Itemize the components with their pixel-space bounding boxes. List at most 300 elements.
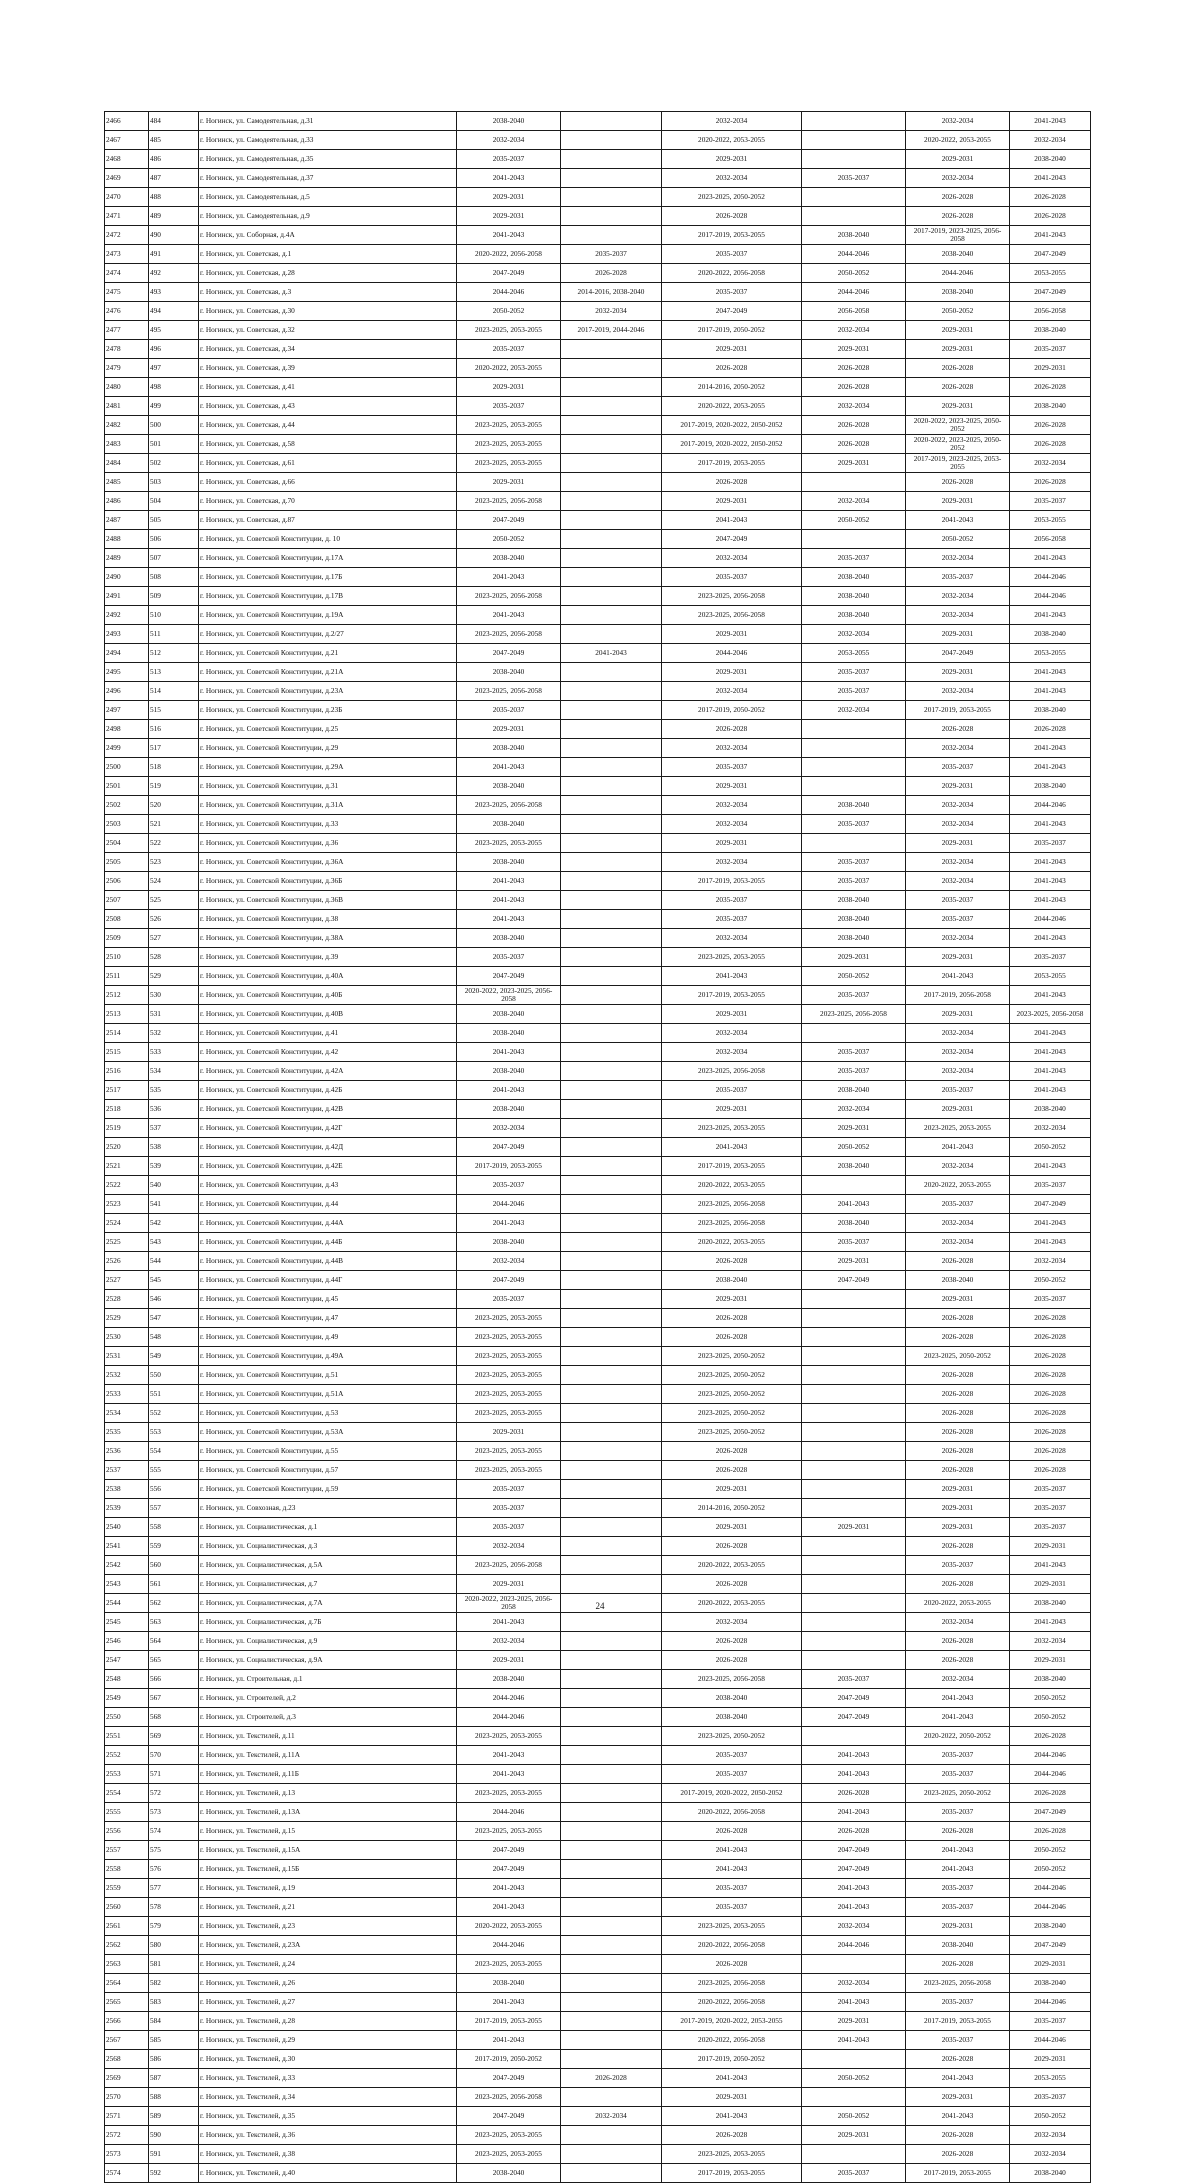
cell-period-2 xyxy=(561,929,662,948)
cell-house-number: 531 xyxy=(149,1005,199,1024)
cell-period-6: 2041-2043 xyxy=(1010,739,1091,758)
cell-period-1: 2023-2025, 2053-2055 xyxy=(457,1727,561,1746)
cell-period-4 xyxy=(802,1290,906,1309)
cell-row-index: 2549 xyxy=(105,1689,149,1708)
cell-period-2 xyxy=(561,1271,662,1290)
cell-period-4: 2041-2043 xyxy=(802,1765,906,1784)
cell-period-5: 2017-2019, 2056-2058 xyxy=(906,986,1010,1005)
cell-house-number: 584 xyxy=(149,2012,199,2031)
cell-house-number: 587 xyxy=(149,2069,199,2088)
cell-period-4 xyxy=(802,720,906,739)
cell-address: г. Ногинск, ул. Советской Конституции, д.21 xyxy=(199,644,457,663)
cell-period-4: 2041-2043 xyxy=(802,2031,906,2050)
cell-house-number: 526 xyxy=(149,910,199,929)
cell-house-number: 557 xyxy=(149,1499,199,1518)
cell-row-index: 2550 xyxy=(105,1708,149,1727)
cell-period-1: 2047-2049 xyxy=(457,1841,561,1860)
table-row xyxy=(105,1917,1091,1936)
cell-address: г. Ногинск, ул. Социалистическая, д.9 xyxy=(199,1632,457,1651)
cell-period-6: 2026-2028 xyxy=(1010,1366,1091,1385)
cell-period-4: 2050-2052 xyxy=(802,1138,906,1157)
table-row xyxy=(105,1727,1091,1746)
cell-period-6: 2041-2043 xyxy=(1010,872,1091,891)
cell-address: г. Ногинск, ул. Текстилей, д.33 xyxy=(199,2069,457,2088)
cell-period-1: 2041-2043 xyxy=(457,1765,561,1784)
cell-period-1: 2041-2043 xyxy=(457,1879,561,1898)
cell-house-number: 523 xyxy=(149,853,199,872)
cell-period-3: 2020-2022, 2056-2058 xyxy=(662,2031,802,2050)
cell-row-index: 2522 xyxy=(105,1176,149,1195)
cell-period-5: 2029-2031 xyxy=(906,1100,1010,1119)
cell-period-2 xyxy=(561,1442,662,1461)
cell-period-5: 2026-2028 xyxy=(906,1575,1010,1594)
cell-period-1: 2041-2043 xyxy=(457,1993,561,2012)
cell-period-6: 2041-2043 xyxy=(1010,1613,1091,1632)
cell-period-6: 2038-2040 xyxy=(1010,321,1091,340)
cell-address: г. Ногинск, ул. Советская, д.66 xyxy=(199,473,457,492)
cell-period-1: 2038-2040 xyxy=(457,1974,561,1993)
cell-period-4: 2035-2037 xyxy=(802,815,906,834)
cell-period-2 xyxy=(561,568,662,587)
cell-period-5: 2017-2019, 2053-2055 xyxy=(906,2164,1010,2183)
cell-period-1: 2029-2031 xyxy=(457,720,561,739)
table-row xyxy=(105,169,1091,188)
cell-period-6: 2044-2046 xyxy=(1010,2031,1091,2050)
cell-house-number: 554 xyxy=(149,1442,199,1461)
cell-period-5: 2041-2043 xyxy=(906,967,1010,986)
cell-house-number: 579 xyxy=(149,1917,199,1936)
cell-period-5: 2029-2031 xyxy=(906,397,1010,416)
table-row xyxy=(105,1651,1091,1670)
cell-period-6: 2044-2046 xyxy=(1010,796,1091,815)
cell-period-5: 2032-2034 xyxy=(906,682,1010,701)
cell-period-1: 2035-2037 xyxy=(457,1499,561,1518)
cell-period-3: 2023-2025, 2050-2052 xyxy=(662,1366,802,1385)
cell-period-6: 2056-2058 xyxy=(1010,530,1091,549)
cell-house-number: 560 xyxy=(149,1556,199,1575)
cell-period-3: 2035-2037 xyxy=(662,758,802,777)
cell-period-6: 2026-2028 xyxy=(1010,1461,1091,1480)
cell-row-index: 2534 xyxy=(105,1404,149,1423)
cell-period-3: 2026-2028 xyxy=(662,359,802,378)
cell-period-4: 2035-2037 xyxy=(802,1670,906,1689)
table-row xyxy=(105,2088,1091,2107)
cell-row-index: 2474 xyxy=(105,264,149,283)
table-row xyxy=(105,682,1091,701)
cell-row-index: 2512 xyxy=(105,986,149,1005)
cell-period-1: 2050-2052 xyxy=(457,530,561,549)
cell-period-2: 2026-2028 xyxy=(561,264,662,283)
cell-house-number: 492 xyxy=(149,264,199,283)
cell-period-2 xyxy=(561,1005,662,1024)
cell-address: г. Ногинск, ул. Советской Конституции, д.33 xyxy=(199,815,457,834)
cell-period-2 xyxy=(561,169,662,188)
cell-period-5: 2035-2037 xyxy=(906,1803,1010,1822)
cell-period-1: 2044-2046 xyxy=(457,1708,561,1727)
cell-house-number: 534 xyxy=(149,1062,199,1081)
cell-period-4: 2041-2043 xyxy=(802,1195,906,1214)
cell-period-6: 2026-2028 xyxy=(1010,1309,1091,1328)
cell-period-4: 2038-2040 xyxy=(802,587,906,606)
cell-period-2 xyxy=(561,340,662,359)
cell-period-1: 2038-2040 xyxy=(457,1100,561,1119)
cell-period-2 xyxy=(561,1556,662,1575)
cell-address: г. Ногинск, ул. Текстилей, д.40 xyxy=(199,2164,457,2183)
cell-period-1: 2038-2040 xyxy=(457,663,561,682)
page-number: 24 xyxy=(595,1601,605,1611)
cell-house-number: 508 xyxy=(149,568,199,587)
cell-period-5: 2026-2028 xyxy=(906,1442,1010,1461)
cell-period-2 xyxy=(561,1974,662,1993)
cell-house-number: 509 xyxy=(149,587,199,606)
cell-period-5: 2017-2019, 2053-2055 xyxy=(906,2012,1010,2031)
cell-period-6: 2035-2037 xyxy=(1010,1499,1091,1518)
cell-period-1: 2023-2025, 2056-2058 xyxy=(457,492,561,511)
cell-address: г. Ногинск, ул. Советской Конституции, д.29А xyxy=(199,758,457,777)
cell-period-6: 2041-2043 xyxy=(1010,758,1091,777)
cell-period-5: 2029-2031 xyxy=(906,1005,1010,1024)
cell-address: г. Ногинск, ул. Социалистическая, д.9А xyxy=(199,1651,457,1670)
cell-period-4: 2035-2037 xyxy=(802,1043,906,1062)
cell-period-6: 2053-2055 xyxy=(1010,264,1091,283)
cell-period-5: 2026-2028 xyxy=(906,1385,1010,1404)
cell-period-3: 2026-2028 xyxy=(662,207,802,226)
cell-period-2 xyxy=(561,2088,662,2107)
cell-house-number: 510 xyxy=(149,606,199,625)
cell-period-2 xyxy=(561,2012,662,2031)
cell-address: г. Ногинск, ул. Советская, д.87 xyxy=(199,511,457,530)
cell-period-6: 2053-2055 xyxy=(1010,511,1091,530)
cell-row-index: 2492 xyxy=(105,606,149,625)
cell-period-1: 2047-2049 xyxy=(457,644,561,663)
cell-address: г. Ногинск, ул. Строителей, д.3 xyxy=(199,1708,457,1727)
cell-period-4 xyxy=(802,2145,906,2164)
cell-period-4 xyxy=(802,1176,906,1195)
cell-address: г. Ногинск, ул. Советской Конституции, д.17В xyxy=(199,587,457,606)
cell-period-5: 2020-2022, 2023-2025, 2050-2052 xyxy=(906,416,1010,435)
cell-period-6: 2026-2028 xyxy=(1010,435,1091,454)
cell-row-index: 2568 xyxy=(105,2050,149,2069)
cell-period-4 xyxy=(802,1537,906,1556)
cell-period-3: 2017-2019, 2050-2052 xyxy=(662,321,802,340)
cell-period-3: 2035-2037 xyxy=(662,910,802,929)
cell-period-1: 2023-2025, 2053-2055 xyxy=(457,454,561,473)
cell-period-5: 2029-2031 xyxy=(906,1290,1010,1309)
table-row xyxy=(105,1423,1091,1442)
cell-period-2 xyxy=(561,1936,662,1955)
cell-address: г. Ногинск, ул. Советской Конституции, д.49 xyxy=(199,1328,457,1347)
cell-period-6: 2035-2037 xyxy=(1010,1480,1091,1499)
cell-row-index: 2513 xyxy=(105,1005,149,1024)
cell-period-3: 2035-2037 xyxy=(662,1765,802,1784)
cell-row-index: 2524 xyxy=(105,1214,149,1233)
cell-period-2 xyxy=(561,834,662,853)
cell-row-index: 2532 xyxy=(105,1366,149,1385)
cell-row-index: 2530 xyxy=(105,1328,149,1347)
cell-row-index: 2543 xyxy=(105,1575,149,1594)
table-row xyxy=(105,872,1091,891)
cell-period-1: 2041-2043 xyxy=(457,1043,561,1062)
cell-period-3: 2041-2043 xyxy=(662,2107,802,2126)
cell-period-6: 2050-2052 xyxy=(1010,1689,1091,1708)
cell-period-6: 2035-2037 xyxy=(1010,948,1091,967)
cell-period-2 xyxy=(561,663,662,682)
cell-address: г. Ногинск, ул. Советской Конституции, д.17Б xyxy=(199,568,457,587)
cell-period-4: 2050-2052 xyxy=(802,511,906,530)
cell-row-index: 2531 xyxy=(105,1347,149,1366)
cell-period-4 xyxy=(802,1347,906,1366)
cell-period-3: 2035-2037 xyxy=(662,283,802,302)
cell-row-index: 2516 xyxy=(105,1062,149,1081)
cell-period-3: 2023-2025, 2053-2055 xyxy=(662,2145,802,2164)
cell-period-4: 2035-2037 xyxy=(802,549,906,568)
table-row xyxy=(105,1518,1091,1537)
cell-row-index: 2479 xyxy=(105,359,149,378)
cell-period-4 xyxy=(802,2050,906,2069)
table-row xyxy=(105,1974,1091,1993)
cell-row-index: 2500 xyxy=(105,758,149,777)
cell-row-index: 2564 xyxy=(105,1974,149,1993)
cell-house-number: 518 xyxy=(149,758,199,777)
cell-period-1: 2038-2040 xyxy=(457,1062,561,1081)
cell-period-6: 2032-2034 xyxy=(1010,1119,1091,1138)
cell-period-5: 2032-2034 xyxy=(906,549,1010,568)
cell-period-5: 2035-2037 xyxy=(906,1556,1010,1575)
cell-period-3: 2032-2034 xyxy=(662,169,802,188)
cell-address: г. Ногинск, ул. Текстилей, д.34 xyxy=(199,2088,457,2107)
cell-period-4 xyxy=(802,473,906,492)
cell-address: г. Ногинск, ул. Советской Конституции, д.42Б xyxy=(199,1081,457,1100)
cell-house-number: 561 xyxy=(149,1575,199,1594)
cell-period-5: 2041-2043 xyxy=(906,1708,1010,1727)
cell-row-index: 2521 xyxy=(105,1157,149,1176)
cell-period-4: 2029-2031 xyxy=(802,2012,906,2031)
cell-period-2 xyxy=(561,739,662,758)
table-row xyxy=(105,1708,1091,1727)
cell-row-index: 2533 xyxy=(105,1385,149,1404)
cell-period-4: 2050-2052 xyxy=(802,2069,906,2088)
cell-period-1: 2023-2025, 2053-2055 xyxy=(457,2126,561,2145)
table-row xyxy=(105,1176,1091,1195)
cell-address: г. Ногинск, ул. Советской Конституции, д.42Г xyxy=(199,1119,457,1138)
cell-period-1: 2035-2037 xyxy=(457,1290,561,1309)
cell-row-index: 2547 xyxy=(105,1651,149,1670)
cell-period-5: 2041-2043 xyxy=(906,1689,1010,1708)
cell-period-3: 2026-2028 xyxy=(662,1252,802,1271)
table-row xyxy=(105,2164,1091,2183)
cell-period-2 xyxy=(561,1613,662,1632)
cell-period-6: 2044-2046 xyxy=(1010,1879,1091,1898)
cell-period-5: 2020-2022, 2053-2055 xyxy=(906,1594,1010,1613)
table-row xyxy=(105,245,1091,264)
cell-period-3: 2038-2040 xyxy=(662,1708,802,1727)
cell-period-4: 2041-2043 xyxy=(802,1993,906,2012)
cell-address: г. Ногинск, ул. Совхозная, д.23 xyxy=(199,1499,457,1518)
cell-period-5: 2026-2028 xyxy=(906,2126,1010,2145)
cell-period-4: 2023-2025, 2056-2058 xyxy=(802,1005,906,1024)
cell-period-3: 2029-2031 xyxy=(662,1518,802,1537)
cell-period-6: 2056-2058 xyxy=(1010,302,1091,321)
cell-period-2 xyxy=(561,1518,662,1537)
cell-house-number: 573 xyxy=(149,1803,199,1822)
cell-period-1: 2029-2031 xyxy=(457,207,561,226)
table-row xyxy=(105,1404,1091,1423)
cell-period-4: 2047-2049 xyxy=(802,1860,906,1879)
cell-period-4: 2032-2034 xyxy=(802,701,906,720)
cell-period-4: 2044-2046 xyxy=(802,245,906,264)
cell-period-2 xyxy=(561,1366,662,1385)
table-row xyxy=(105,1081,1091,1100)
cell-period-2 xyxy=(561,1138,662,1157)
cell-period-1: 2044-2046 xyxy=(457,1195,561,1214)
cell-address: г. Ногинск, ул. Советская, д.32 xyxy=(199,321,457,340)
cell-house-number: 541 xyxy=(149,1195,199,1214)
document-page xyxy=(104,111,1090,2183)
table-row xyxy=(105,2050,1091,2069)
cell-row-index: 2472 xyxy=(105,226,149,245)
cell-period-4 xyxy=(802,1480,906,1499)
cell-period-5: 2026-2028 xyxy=(906,1366,1010,1385)
cell-address: г. Ногинск, ул. Советской Конституции, д.47 xyxy=(199,1309,457,1328)
table-row xyxy=(105,1442,1091,1461)
cell-period-4: 2035-2037 xyxy=(802,169,906,188)
cell-address: г. Ногинск, ул. Советской Конституции, д. 10 xyxy=(199,530,457,549)
cell-row-index: 2515 xyxy=(105,1043,149,1062)
cell-row-index: 2574 xyxy=(105,2164,149,2183)
cell-row-index: 2480 xyxy=(105,378,149,397)
cell-period-4: 2038-2040 xyxy=(802,1157,906,1176)
cell-row-index: 2475 xyxy=(105,283,149,302)
cell-period-3: 2029-2031 xyxy=(662,777,802,796)
cell-period-4 xyxy=(802,1024,906,1043)
cell-period-3: 2041-2043 xyxy=(662,511,802,530)
cell-period-5: 2029-2031 xyxy=(906,2088,1010,2107)
cell-row-index: 2572 xyxy=(105,2126,149,2145)
table-row xyxy=(105,1347,1091,1366)
cell-period-1: 2023-2025, 2053-2055 xyxy=(457,1366,561,1385)
cell-period-3: 2035-2037 xyxy=(662,891,802,910)
cell-period-4: 2035-2037 xyxy=(802,872,906,891)
cell-period-4: 2026-2028 xyxy=(802,416,906,435)
cell-house-number: 487 xyxy=(149,169,199,188)
cell-period-1: 2023-2025, 2053-2055 xyxy=(457,416,561,435)
cell-period-1: 2023-2025, 2056-2058 xyxy=(457,1556,561,1575)
cell-row-index: 2499 xyxy=(105,739,149,758)
table-row xyxy=(105,1936,1091,1955)
cell-period-2 xyxy=(561,112,662,131)
cell-period-3: 2017-2019, 2053-2055 xyxy=(662,2164,802,2183)
table-row xyxy=(105,1822,1091,1841)
cell-period-1: 2023-2025, 2053-2055 xyxy=(457,1955,561,1974)
cell-house-number: 494 xyxy=(149,302,199,321)
cell-period-3: 2017-2019, 2020-2022, 2053-2055 xyxy=(662,2012,802,2031)
cell-period-6: 2026-2028 xyxy=(1010,1385,1091,1404)
cell-address: г. Ногинск, ул. Текстилей, д.15А xyxy=(199,1841,457,1860)
table-row xyxy=(105,2069,1091,2088)
cell-period-1: 2047-2049 xyxy=(457,264,561,283)
cell-period-2: 2035-2037 xyxy=(561,245,662,264)
cell-period-6: 2035-2037 xyxy=(1010,1176,1091,1195)
table-row xyxy=(105,1043,1091,1062)
cell-address: г. Ногинск, ул. Строительная, д.1 xyxy=(199,1670,457,1689)
cell-period-3: 2035-2037 xyxy=(662,1898,802,1917)
cell-period-4: 2032-2034 xyxy=(802,492,906,511)
cell-period-6: 2023-2025, 2056-2058 xyxy=(1010,1005,1091,1024)
cell-row-index: 2556 xyxy=(105,1822,149,1841)
cell-row-index: 2542 xyxy=(105,1556,149,1575)
cell-house-number: 525 xyxy=(149,891,199,910)
cell-period-4 xyxy=(802,1366,906,1385)
cell-house-number: 578 xyxy=(149,1898,199,1917)
table-row xyxy=(105,131,1091,150)
cell-period-6: 2041-2043 xyxy=(1010,815,1091,834)
cell-house-number: 563 xyxy=(149,1613,199,1632)
table-row xyxy=(105,1366,1091,1385)
table-row xyxy=(105,454,1091,473)
cell-address: г. Ногинск, ул. Советской Конституции, д.53 xyxy=(199,1404,457,1423)
cell-period-1: 2044-2046 xyxy=(457,1936,561,1955)
cell-period-5: 2032-2034 xyxy=(906,1214,1010,1233)
cell-address: г. Ногинск, ул. Строителей, д.2 xyxy=(199,1689,457,1708)
table-row xyxy=(105,321,1091,340)
cell-period-2 xyxy=(561,1157,662,1176)
cell-period-4: 2038-2040 xyxy=(802,1081,906,1100)
cell-period-1: 2029-2031 xyxy=(457,1575,561,1594)
table-row xyxy=(105,1461,1091,1480)
cell-period-2 xyxy=(561,207,662,226)
cell-period-2 xyxy=(561,416,662,435)
cell-row-index: 2562 xyxy=(105,1936,149,1955)
cell-period-2 xyxy=(561,758,662,777)
cell-house-number: 500 xyxy=(149,416,199,435)
cell-row-index: 2536 xyxy=(105,1442,149,1461)
cell-address: г. Ногинск, ул. Текстилей, д.29 xyxy=(199,2031,457,2050)
cell-period-5: 2026-2028 xyxy=(906,1404,1010,1423)
cell-period-6: 2026-2028 xyxy=(1010,1328,1091,1347)
cell-address: г. Ногинск, ул. Текстилей, д.15 xyxy=(199,1822,457,1841)
cell-period-3: 2047-2049 xyxy=(662,530,802,549)
cell-period-4: 2035-2037 xyxy=(802,663,906,682)
table-row xyxy=(105,1670,1091,1689)
cell-house-number: 519 xyxy=(149,777,199,796)
cell-period-6: 2044-2046 xyxy=(1010,1746,1091,1765)
cell-period-3: 2023-2025, 2056-2058 xyxy=(662,587,802,606)
cell-address: г. Ногинск, ул. Текстилей, д.11Б xyxy=(199,1765,457,1784)
cell-row-index: 2496 xyxy=(105,682,149,701)
cell-period-2 xyxy=(561,1727,662,1746)
cell-period-1: 2041-2043 xyxy=(457,226,561,245)
cell-row-index: 2470 xyxy=(105,188,149,207)
cell-period-6: 2032-2034 xyxy=(1010,2126,1091,2145)
cell-period-2 xyxy=(561,1765,662,1784)
table-row xyxy=(105,815,1091,834)
cell-period-6: 2053-2055 xyxy=(1010,967,1091,986)
cell-period-2 xyxy=(561,1784,662,1803)
cell-row-index: 2528 xyxy=(105,1290,149,1309)
cell-period-6: 2026-2028 xyxy=(1010,207,1091,226)
cell-period-4 xyxy=(802,1955,906,1974)
cell-period-5: 2023-2025, 2056-2058 xyxy=(906,1974,1010,1993)
cell-row-index: 2507 xyxy=(105,891,149,910)
cell-row-index: 2535 xyxy=(105,1423,149,1442)
cell-house-number: 528 xyxy=(149,948,199,967)
cell-period-4: 2032-2034 xyxy=(802,625,906,644)
cell-period-4: 2032-2034 xyxy=(802,1974,906,1993)
cell-period-6: 2032-2034 xyxy=(1010,2145,1091,2164)
cell-period-4: 2035-2037 xyxy=(802,1062,906,1081)
cell-period-5: 2029-2031 xyxy=(906,1480,1010,1499)
cell-period-6: 2038-2040 xyxy=(1010,397,1091,416)
